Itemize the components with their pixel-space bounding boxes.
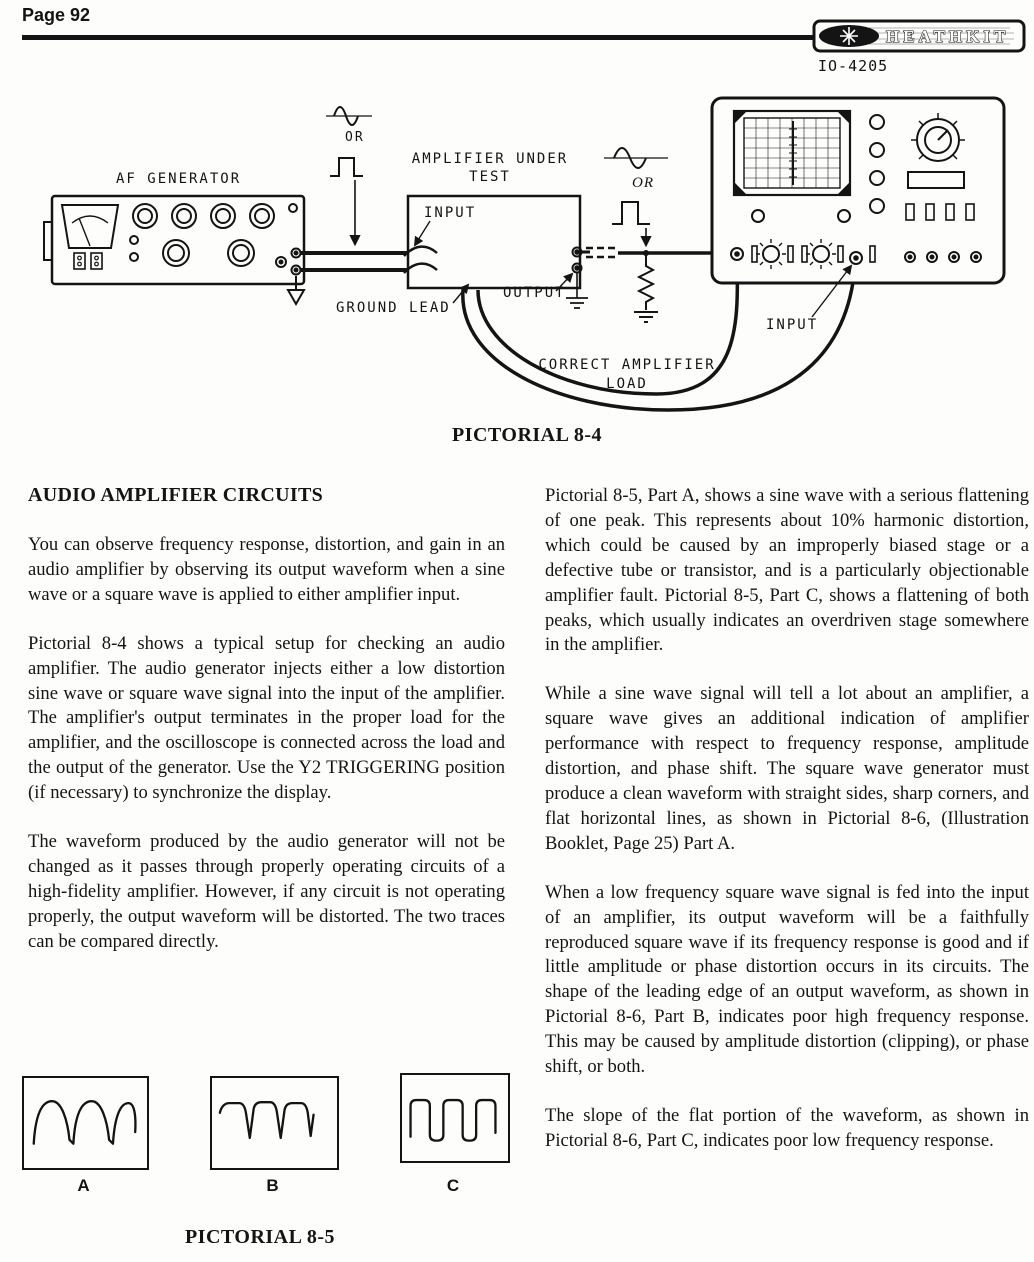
paragraph: The slope of the flat portion of the waveform, as shown in Pictorial 8-6, Part C, indicates poor low frequency response. bbox=[545, 1104, 1029, 1151]
waveform-box-c bbox=[400, 1073, 510, 1163]
waveform-c bbox=[402, 1075, 504, 1157]
load-label-line2: LOAD bbox=[606, 376, 648, 392]
earth-ground-icon bbox=[634, 312, 658, 322]
or-label-left: OR bbox=[345, 130, 365, 145]
paragraph: When a low frequency square wave signal is fed into the input of an amplifier, its output waveform will be a faithfully reproduced square wave if its frequency response is good and if little amplitude or phase distortion occurs in its circuits. The shape of the leading edge of an output waveform, as shown in Pictorial 8-6, Part B, indicates poor high frequency response. This may be caused by amplitude distortion (clipping), or phase shift, or both. bbox=[545, 881, 1029, 1078]
waveform-box-a bbox=[22, 1076, 149, 1170]
section-heading: AUDIO AMPLIFIER CIRCUITS bbox=[28, 484, 324, 506]
oscilloscope-drawing bbox=[712, 98, 1004, 283]
page-number: Page 92 bbox=[22, 5, 91, 25]
load-resistor bbox=[634, 253, 658, 322]
model-number: IO-4205 bbox=[818, 57, 889, 75]
waveform-b bbox=[212, 1078, 333, 1164]
paragraph: Pictorial 8-4 shows a typical setup for checking an audio amplifier. The audio generator injects either a low distortion sine wave or square wave signal into the input of the amplifier. The amplifier's output terminates in the proper load for the amplifier, and the oscilloscope is connected across the load and the output of the generator. Use the Y2 TRIGGERING position (if necessary) to synchronize the display. bbox=[28, 632, 505, 804]
paragraph: The waveform produced by the audio generator will not be changed as it passes through properly operating circuits of a high-fidelity amplifier. However, if any circuit is not operating properly, the output waveform will be distorted. The two traces can be compared directly. bbox=[28, 831, 505, 952]
paragraph: You can observe frequency response, distortion, and gain in an audio amplifier by observing its output waveform when a sine wave or a square wave is applied to either amplifier input. bbox=[28, 534, 505, 605]
output-label: OUTPUT bbox=[503, 285, 566, 301]
part-label-a: A bbox=[77, 1176, 90, 1195]
part-label-b: B bbox=[266, 1176, 279, 1195]
af-generator-drawing bbox=[44, 196, 304, 284]
pictorial-8-4-diagram bbox=[0, 0, 1034, 462]
pictorial-8-4-caption: PICTORIAL 8-4 bbox=[451, 424, 603, 446]
square-wave-icon bbox=[612, 202, 650, 224]
amplifier-under-test-label-line1: AMPLIFIER UNDER bbox=[411, 151, 569, 167]
amp-input-label: INPUT bbox=[424, 205, 477, 221]
signal-or-symbol-left bbox=[326, 107, 372, 244]
square-wave-icon bbox=[330, 158, 363, 176]
pictorial-8-5-caption: PICTORIAL 8-5 bbox=[184, 1226, 336, 1248]
right-column bbox=[545, 484, 1029, 1178]
left-column bbox=[28, 484, 505, 979]
signal-or-symbol-right bbox=[604, 148, 668, 245]
ground-lead-label: GROUND LEAD bbox=[336, 300, 451, 316]
paragraph: While a sine wave signal will tell a lot about an amplifier, a square wave gives an additional indication of amplifier performance with respect to frequency response, amplitude distortion, and phase shift. The square wave generator must produce a clean waveform with straight sides, sharp corners, and flat horizontal lines, as shown in Pictorial 8-6, (Illustration Booklet, Page 25) Part A. bbox=[545, 683, 1029, 854]
paragraph: Pictorial 8-5, Part A, shows a sine wave with a serious flattening of one peak. This represents about 10% harmonic distortion, which could be caused by an improperly biased stage or a defective tube or transistor, and is a particularly objectionable amplifier fault. Pictorial 8-5, Part C, shows a flattening of both peaks, which usually indicates an overdriven stage somewhere in the amplifier. bbox=[545, 485, 1029, 656]
scope-input-label: INPUT bbox=[766, 317, 819, 333]
or-label-right: OR bbox=[632, 175, 654, 191]
earth-ground-icon bbox=[566, 298, 588, 308]
af-generator-label: AF GENERATOR bbox=[116, 171, 242, 187]
amplifier-under-test-label-line2: TEST bbox=[469, 169, 511, 185]
load-label-line1: CORRECT AMPLIFIER bbox=[538, 357, 716, 373]
brand-name: HEATHKIT bbox=[886, 27, 1010, 46]
waveform-box-b bbox=[210, 1076, 339, 1170]
part-label-c: C bbox=[446, 1176, 460, 1195]
waveform-a bbox=[24, 1078, 143, 1164]
